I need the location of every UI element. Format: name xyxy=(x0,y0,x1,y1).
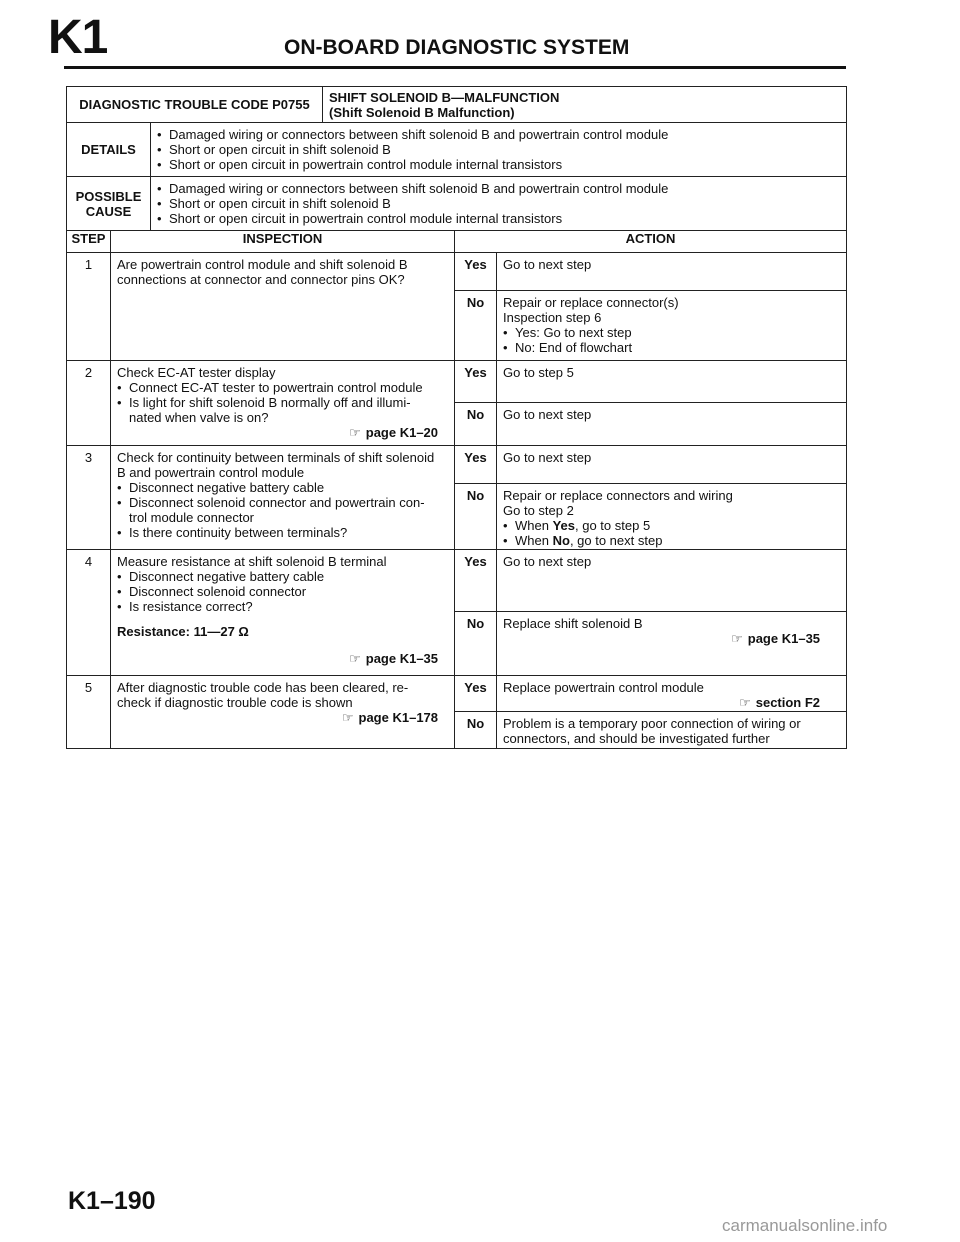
pointing-hand-icon: ☞ xyxy=(349,651,361,666)
details-content xyxy=(151,123,847,177)
dtc-name-line1: SHIFT SOLENOID B—MALFUNCTION xyxy=(329,89,560,105)
header-divider xyxy=(64,66,846,69)
action-line: Replace shift solenoid B xyxy=(503,616,643,631)
page-reference xyxy=(117,425,448,440)
action-line: Replace powertrain control module xyxy=(503,680,704,695)
action-line: Go to step 2 xyxy=(503,503,574,518)
inspection-bullet: • Connect EC-AT tester to powertrain control module xyxy=(117,380,448,395)
details-item: • Short or open circuit in shift solenoid B xyxy=(157,142,840,157)
step-row xyxy=(67,550,847,612)
inspection-bullet: • Disconnect solenoid connector xyxy=(117,584,448,599)
step-inspection xyxy=(111,361,455,446)
dtc-row xyxy=(67,87,847,123)
action-bullet: • When No, go to next step xyxy=(503,533,840,548)
possible-cause-label-line1: POSSIBLE xyxy=(75,188,142,204)
inspection-bullet: • Disconnect negative battery cable xyxy=(117,480,448,495)
yes-action xyxy=(497,676,847,712)
yes-label: Yes xyxy=(455,676,497,712)
yes-action: Go to step 5 xyxy=(497,361,847,403)
inspection-line: B and powertrain control module xyxy=(117,465,305,480)
yes-label: Yes xyxy=(455,361,497,403)
pointing-hand-icon: ☞ xyxy=(739,695,751,710)
page-reference xyxy=(117,710,448,725)
resistance-spec: Resistance: 11—27 Ω xyxy=(117,624,249,639)
inspection-bullet: • Is light for shift solenoid B normally off and illumi- xyxy=(117,395,448,410)
action-line: Repair or replace connectors and wiring xyxy=(503,488,733,503)
inspection-line: Check for continuity between terminals of shift solenoid xyxy=(117,450,435,465)
step-header: STEP xyxy=(67,231,111,253)
inspection-line: After diagnostic trouble code has been cleared, re- xyxy=(117,680,409,695)
cause-item: • Short or open circuit in shift solenoid B xyxy=(157,196,840,211)
action-line: Inspection step 6 xyxy=(503,310,602,325)
no-action xyxy=(497,712,847,749)
action-line: Problem is a temporary poor connection of wiring or xyxy=(503,716,801,731)
step-row xyxy=(67,676,847,712)
step-inspection xyxy=(111,550,455,676)
section-code: K1 xyxy=(48,11,108,64)
page-reference-text: page K1–35 xyxy=(747,631,821,646)
inspection-line: nated when valve is on? xyxy=(129,410,269,425)
action-bullet: • No: End of flowchart xyxy=(503,340,840,355)
page-reference xyxy=(503,631,840,646)
step-number: 4 xyxy=(67,550,111,676)
no-action xyxy=(497,291,847,361)
step-row xyxy=(67,446,847,484)
no-label: No xyxy=(455,291,497,361)
watermark: carmanualsonline.info xyxy=(722,1216,888,1235)
step-number: 2 xyxy=(67,361,111,446)
action-line: Repair or replace connector(s) xyxy=(503,295,679,310)
details-row xyxy=(67,123,847,177)
yes-label: Yes xyxy=(455,446,497,484)
step-row xyxy=(67,361,847,403)
no-label: No xyxy=(455,484,497,550)
details-item: • Short or open circuit in powertrain control module internal transistors xyxy=(157,157,840,172)
inspection-line: check if diagnostic trouble code is shown xyxy=(117,695,353,710)
page-reference-text: page K1–20 xyxy=(365,425,439,440)
possible-cause-label xyxy=(67,177,151,231)
inspection-bullet: • Is resistance correct? xyxy=(117,599,448,614)
page-reference-text: page K1–35 xyxy=(365,651,439,666)
action-header: ACTION xyxy=(455,231,847,253)
diagnostic-table xyxy=(66,86,847,749)
details-item: • Damaged wiring or connectors between shift solenoid B and powertrain control module xyxy=(157,127,840,142)
no-action xyxy=(497,612,847,676)
cause-item: • Damaged wiring or connectors between shift solenoid B and powertrain control module xyxy=(157,181,840,196)
inspection-header: INSPECTION xyxy=(111,231,455,253)
inspection-line: connections at connector and connector pins OK? xyxy=(117,272,405,287)
page-title: ON-BOARD DIAGNOSTIC SYSTEM xyxy=(284,36,630,59)
step-inspection xyxy=(111,253,455,361)
step-number: 5 xyxy=(67,676,111,749)
yes-action: Go to next step xyxy=(497,550,847,612)
dtc-name xyxy=(323,87,847,123)
inspection-bullet: • Disconnect negative battery cable xyxy=(117,569,448,584)
column-header-row xyxy=(67,231,847,253)
no-label: No xyxy=(455,403,497,446)
pointing-hand-icon: ☞ xyxy=(349,425,361,440)
dtc-name-line2: (Shift Solenoid B Malfunction) xyxy=(329,104,515,120)
inspection-line: Check EC-AT tester display xyxy=(117,365,276,380)
possible-cause-content xyxy=(151,177,847,231)
pointing-hand-icon: ☞ xyxy=(341,710,354,725)
no-action: Go to next step xyxy=(497,403,847,446)
no-label: No xyxy=(455,712,497,749)
possible-cause-label-line2: CAUSE xyxy=(85,203,132,219)
inspection-line: Measure resistance at shift solenoid B terminal xyxy=(117,554,387,569)
no-action xyxy=(497,484,847,550)
yes-action: Go to next step xyxy=(497,446,847,484)
yes-label: Yes xyxy=(455,550,497,612)
step-inspection xyxy=(111,446,455,550)
section-reference-text: section F2 xyxy=(755,695,821,710)
action-bullet: • Yes: Go to next step xyxy=(503,325,840,340)
inspection-bullet: • Is there continuity between terminals? xyxy=(117,525,448,540)
inspection-line: Are powertrain control module and shift solenoid B xyxy=(117,257,408,272)
page-reference xyxy=(117,651,448,666)
step-number: 3 xyxy=(67,446,111,550)
inspection-line: trol module connector xyxy=(129,510,255,525)
step-row xyxy=(67,253,847,291)
page-reference-text: page K1–178 xyxy=(358,710,439,725)
no-label: No xyxy=(455,612,497,676)
pointing-hand-icon: ☞ xyxy=(731,631,743,646)
dtc-label: DIAGNOSTIC TROUBLE CODE P0755 xyxy=(67,87,323,123)
yes-action: Go to next step xyxy=(497,253,847,291)
inspection-bullet: • Disconnect solenoid connector and powertrain con- xyxy=(117,495,448,510)
page-number: K1–190 xyxy=(68,1187,156,1215)
cause-item: • Short or open circuit in powertrain control module internal transistors xyxy=(157,211,840,226)
action-line: connectors, and should be investigated further xyxy=(503,731,770,746)
yes-label: Yes xyxy=(455,253,497,291)
possible-cause-row xyxy=(67,177,847,231)
details-label: DETAILS xyxy=(67,123,151,177)
step-inspection xyxy=(111,676,455,749)
action-bullet: • When Yes, go to step 5 xyxy=(503,518,840,533)
section-reference xyxy=(503,695,840,710)
step-number: 1 xyxy=(67,253,111,361)
